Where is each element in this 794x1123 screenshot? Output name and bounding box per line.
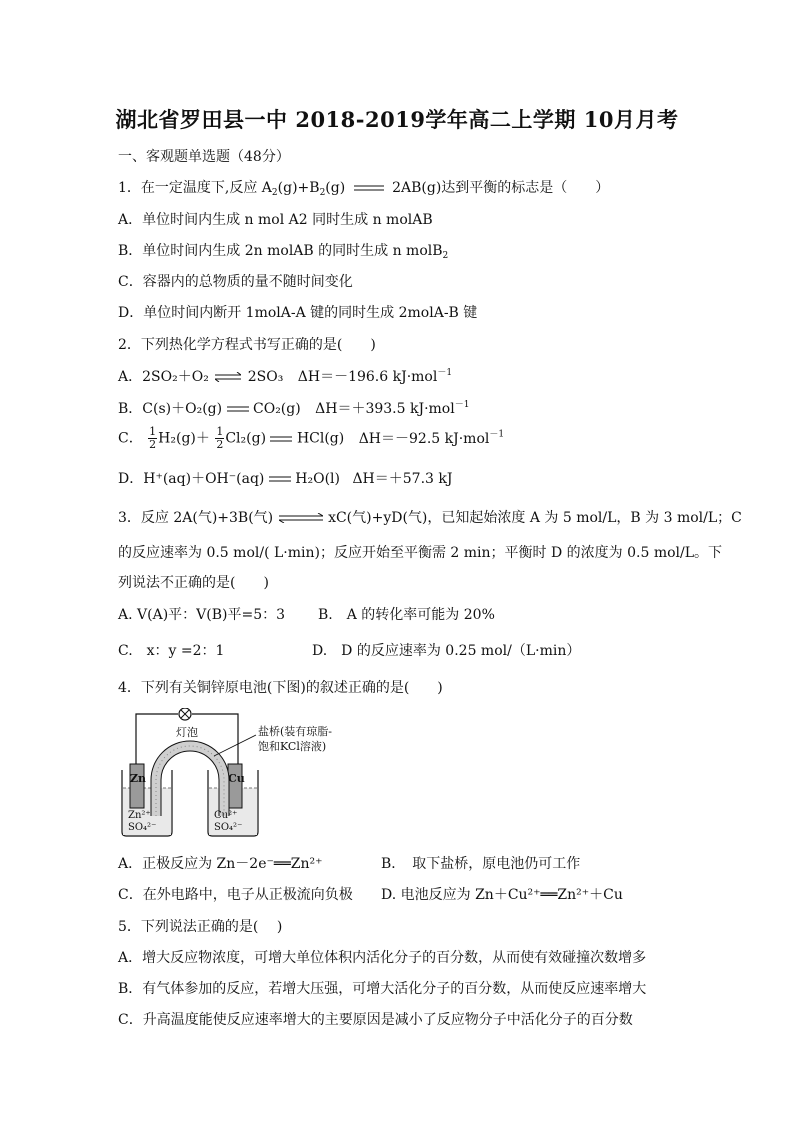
question-1-stem xyxy=(118,177,609,198)
zinc-electrode-label: Zn xyxy=(130,772,147,785)
subscript: 2 xyxy=(319,188,326,198)
q2-option-a xyxy=(118,365,452,386)
q3-option-b: B. A 的转化率可能为 20% xyxy=(318,607,495,623)
q5-option-c: C．升高温度能使反应速率增大的主要原因是减小了反应物分子中活化分子的百分数 xyxy=(118,1012,633,1028)
fraction-numerator: 1 xyxy=(216,425,224,438)
question-3-line-2: 的反应速率为 0.5 mol/( L·min)；反应开始至平衡需 2 min；平衡时 D 的浓度为 0.5 mol/L。下 xyxy=(118,545,723,561)
equation-products: HCl(g) xyxy=(296,430,345,447)
q4-option-a: A．正极反应为 Zn－2e⁻══Zn²⁺ xyxy=(118,856,323,872)
equation-products: 2SO₃ xyxy=(247,369,284,385)
q1-stem-part: 1．在一定温度下,反应 A xyxy=(118,180,272,196)
option-label: B． xyxy=(118,401,143,417)
equals-arrow-icon xyxy=(269,474,291,484)
q3-text: xC(气)+yD(气)，已知起始浓度 A 为 5 mol/L，B 为 3 mol/L；C xyxy=(328,510,742,526)
q1-option-c: C．容器内的总物质的量不随时间变化 xyxy=(118,274,353,290)
q4-option-c: C．在外电路中，电子从正极流向负极 xyxy=(118,887,353,903)
enthalpy-change: ΔH＝＋57.3 kJ xyxy=(352,471,453,487)
superscript: －1 xyxy=(454,400,470,410)
equation-reactant: H₂(g)＋ xyxy=(158,430,210,447)
q2-option-d xyxy=(118,468,452,488)
section-heading: 一、客观题单选题（48分） xyxy=(118,149,290,165)
fraction-numerator: 1 xyxy=(149,425,157,438)
subscript: 2 xyxy=(271,188,278,198)
option-label: A． xyxy=(118,369,143,385)
q1-stem-part: 2AB(g)达到平衡的标志是（ ） xyxy=(392,180,610,196)
q1-stem-part: (g) xyxy=(325,180,346,196)
q3-option-c: C. x：y =2：1 xyxy=(118,643,225,659)
superscript: －1 xyxy=(437,368,453,378)
equation-products: H₂O(l) xyxy=(295,471,340,487)
q2-option-c xyxy=(118,426,504,451)
q5-option-a: A．增大反应物浓度，可增大单位体积内活化分子的百分数，从而使有效碰撞次数增多 xyxy=(118,950,647,966)
zinc-ion-label: Zn²⁺ xyxy=(128,810,151,821)
question-3-line-1 xyxy=(118,507,742,527)
copper-electrode-label: Cu xyxy=(228,772,245,785)
q1-option-a: A．单位时间内生成 n mol A2 同时生成 n molAB xyxy=(118,212,433,228)
option-label: C． xyxy=(118,430,143,447)
equals-arrow-icon xyxy=(270,434,292,444)
q2-option-b xyxy=(118,397,469,418)
q3-option-d: D. D 的反应速率为 0.25 mol/（L·min） xyxy=(312,643,581,659)
salt-bridge-label-2: 饱和KCl溶液) xyxy=(258,740,327,753)
q1-option-d: D．单位时间内断开 1molA-A 键的同时生成 2molA-B 键 xyxy=(118,305,478,321)
question-4-stem: 4．下列有关铜锌原电池(下图)的叙述正确的是( ) xyxy=(118,680,443,696)
q1-option-b-text: B．单位时间内生成 2n molAB 的同时生成 n molB xyxy=(118,243,443,259)
q4-option-d: D. 电池反应为 Zn＋Cu²⁺══Zn²⁺＋Cu xyxy=(381,887,623,903)
page-title: 湖北省罗田县一中 2018-2019学年高二上学期 10月月考 xyxy=(115,107,679,132)
q4-option-b: B． 取下盐桥，原电池仍可工作 xyxy=(381,856,581,872)
q5-option-b: B．有气体参加的反应，若增大压强，可增大活化分子的百分数，从而使反应速率增大 xyxy=(118,981,647,997)
fraction-denominator: 2 xyxy=(149,438,157,451)
fraction-denominator: 2 xyxy=(216,438,224,451)
reversible-arrow-icon xyxy=(215,372,241,382)
sulfate-label-right: SO₄²⁻ xyxy=(214,822,243,833)
equilibrium-arrow-icon xyxy=(354,183,384,193)
question-2-stem: 2．下列热化学方程式书写正确的是( ) xyxy=(118,337,376,353)
q3-option-a: A. V(A)平：V(B)平=5：3 xyxy=(118,607,286,623)
equation-reactants: 2SO₂＋O₂ xyxy=(142,369,209,385)
equation-reactants: H⁺(aq)＋OH⁻(aq) xyxy=(143,471,265,487)
equation-reactants: C(s)＋O₂(g) xyxy=(142,401,223,417)
superscript: －1 xyxy=(489,429,505,440)
question-3-line-3: 列说法不正确的是( ) xyxy=(118,575,269,591)
copper-ion-label: Cu²⁺ xyxy=(214,810,238,821)
enthalpy-change: ΔH＝＋393.5 kJ·mol xyxy=(315,401,455,417)
fraction-half xyxy=(148,426,157,451)
q1-stem-part: (g)+B xyxy=(277,180,320,196)
equation-products: CO₂(g) xyxy=(253,401,301,417)
option-label: D． xyxy=(118,471,144,487)
bulb-label: 灯泡 xyxy=(176,726,198,739)
enthalpy-change: ΔH＝－92.5 kJ·mol xyxy=(358,430,490,447)
question-5-stem: 5．下列说法正确的是( ) xyxy=(118,919,283,935)
q3-text: 3．反应 2A(气)+3B(气) xyxy=(118,510,274,526)
fraction-half xyxy=(215,426,224,451)
galvanic-cell-diagram xyxy=(118,708,348,844)
salt-bridge-label: 盐桥(装有琼脂- xyxy=(258,725,333,738)
subscript: 2 xyxy=(442,251,449,261)
equals-arrow-icon xyxy=(227,404,249,414)
equation-reactant: Cl₂(g) xyxy=(225,430,267,447)
q1-option-b xyxy=(118,240,448,261)
sulfate-label-left: SO₄²⁻ xyxy=(128,822,157,833)
reversible-arrow-icon xyxy=(279,513,323,523)
enthalpy-change: ΔH＝－196.6 kJ·mol xyxy=(297,369,438,385)
